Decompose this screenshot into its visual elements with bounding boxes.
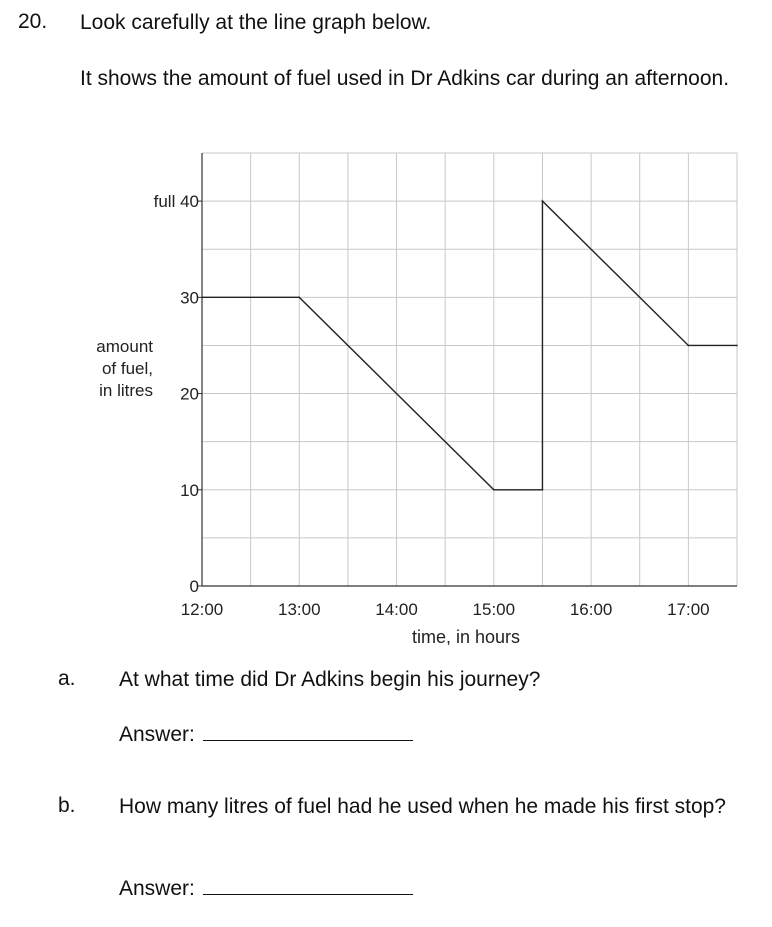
answer-label: Answer: xyxy=(119,877,195,900)
part-a-label: a. xyxy=(58,667,76,690)
answer-label: Answer: xyxy=(119,723,195,746)
part-a-answer xyxy=(119,722,413,747)
y-tick-label: full 40 xyxy=(153,192,199,212)
y-tick-label: 20 xyxy=(180,384,199,404)
chart-grid xyxy=(202,153,737,586)
fuel-line-graph xyxy=(0,145,772,645)
y-axis-label xyxy=(96,337,153,400)
x-tick-label: 14:00 xyxy=(375,600,418,619)
x-tick-label: 16:00 xyxy=(569,600,613,619)
data-point xyxy=(736,345,738,347)
question-number: 20. xyxy=(18,10,48,33)
x-tick-label: 13:00 xyxy=(277,600,321,619)
part-a-question: At what time did Dr Adkins begin his journey? xyxy=(119,668,541,691)
x-axis-label: time, in hours xyxy=(411,627,521,645)
x-tick-label: 12:00 xyxy=(180,600,224,619)
x-tick-label: 17:00 xyxy=(667,600,710,619)
part-b-label: b. xyxy=(58,794,76,817)
chart-axes xyxy=(202,153,737,586)
y-tick-label: 0 xyxy=(189,577,199,596)
x-tick-label: 15:00 xyxy=(472,600,516,619)
y-axis-label-line: amount xyxy=(96,337,153,356)
data-point xyxy=(542,489,544,491)
answer-blank[interactable] xyxy=(203,876,413,895)
question-instruction: Look carefully at the line graph below. xyxy=(80,11,432,34)
data-point xyxy=(298,297,300,299)
y-tick-labels xyxy=(154,192,202,596)
part-b-answer xyxy=(119,876,413,901)
answer-blank[interactable] xyxy=(203,722,413,741)
data-point xyxy=(493,489,495,491)
question-description: It shows the amount of fuel used in Dr Adkins car during an afternoon. xyxy=(80,67,730,90)
y-axis-label-line: in litres xyxy=(99,381,153,400)
y-axis-label-line: of fuel, xyxy=(101,359,153,378)
x-tick-labels xyxy=(181,600,710,619)
y-tick-label: 10 xyxy=(180,480,199,500)
data-point xyxy=(201,297,203,299)
part-b-question: How many litres of fuel had he used when he made his first stop? xyxy=(119,795,726,818)
data-point xyxy=(542,200,544,202)
y-tick-label: 30 xyxy=(180,288,199,308)
data-point xyxy=(688,345,690,347)
